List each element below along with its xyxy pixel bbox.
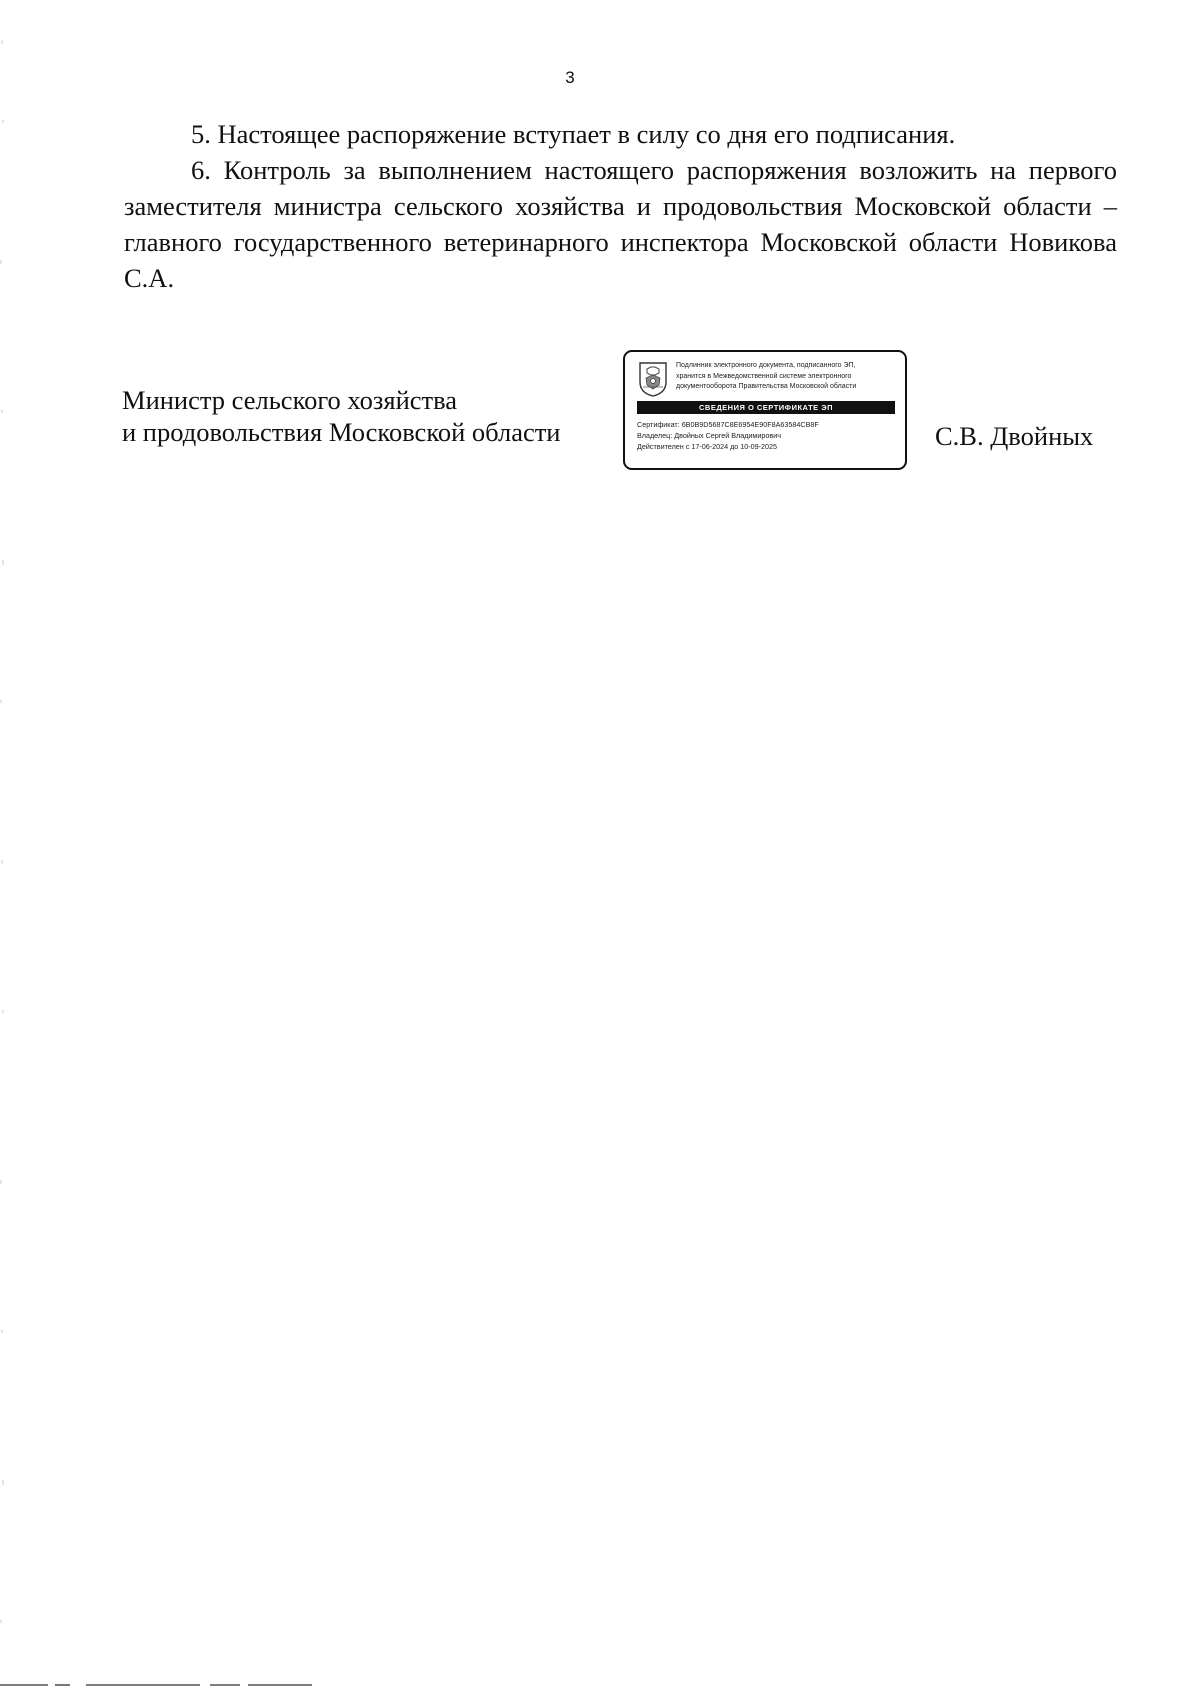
stamp-header-line-3: документооборота Правительства Московской области xyxy=(676,383,857,390)
moscow-region-emblem-icon xyxy=(637,360,669,398)
certificate-details xyxy=(637,419,903,452)
paragraph-6: 6. Контроль за выполнением настоящего распоряжения возложить на первого заместителя министра сельского хозяйства и продовольствия Московской области – главного государственного ветеринарного инспектора Московской области Новикова С.А. xyxy=(124,155,1117,293)
signatory-position-line-2: и продовольствия Московской области xyxy=(122,417,561,447)
page-number: 3 xyxy=(565,68,575,87)
signatory-name: С.В. Двойных xyxy=(935,421,1094,451)
scan-edge-noise xyxy=(0,0,6,1697)
document-body xyxy=(124,116,1117,296)
certificate-info-bar: СВЕДЕНИЯ О СЕРТИФИКАТЕ ЭП xyxy=(637,401,895,414)
stamp-header xyxy=(676,361,906,393)
certificate-number: Сертификат: 6B0B9D5687C8E6954E90F8A63584CB8F xyxy=(637,420,819,429)
certificate-validity: Действителен с 17-06-2024 до 10-09-2025 xyxy=(637,442,778,451)
stamp-header-line-2: хранится в Межведомственной системе электронного xyxy=(676,372,852,380)
paragraph-5: 5. Настоящее распоряжение вступает в силу со дня его подписания. xyxy=(191,119,956,149)
stamp-header-line-1: Подлинник электронного документа, подписанного ЭП, xyxy=(676,362,856,369)
certificate-owner: Владелец: Двойных Сергей Владимирович xyxy=(637,431,781,440)
signatory-position xyxy=(122,384,561,448)
electronic-signature-stamp xyxy=(623,350,907,470)
signatory-position-line-1: Министр сельского хозяйства xyxy=(122,385,458,415)
scan-bottom-artifact xyxy=(0,1683,320,1687)
